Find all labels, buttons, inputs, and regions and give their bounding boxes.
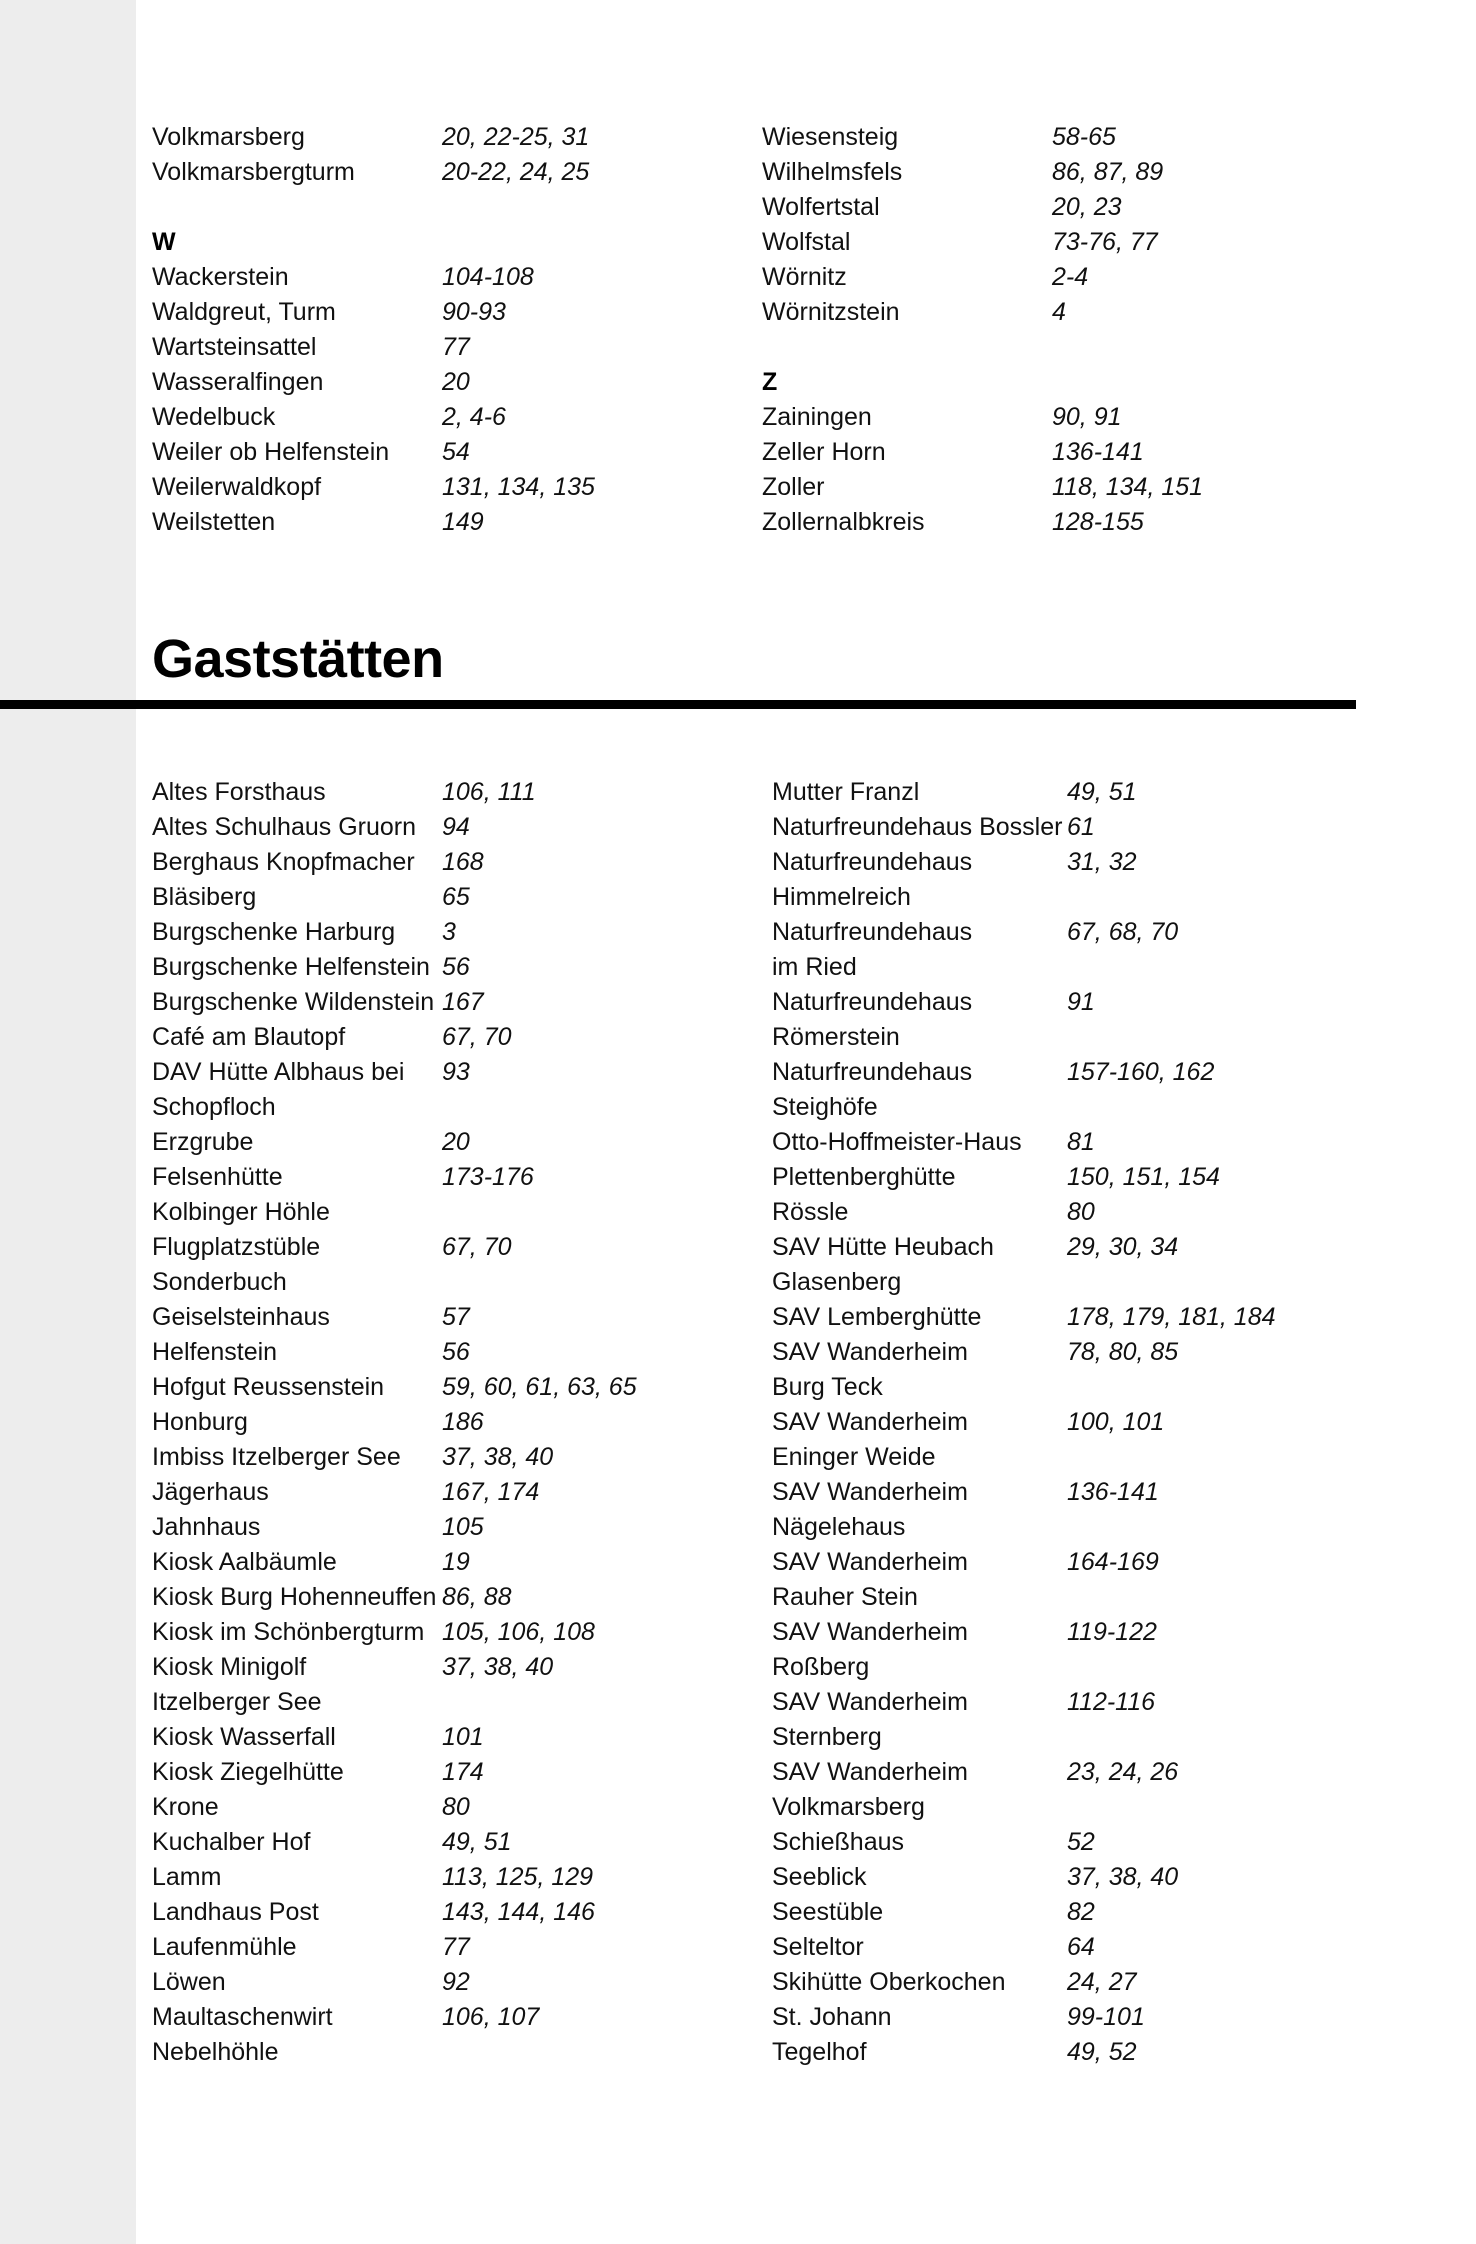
- gaststaetten-entry: [152, 1930, 772, 1965]
- index-entry-name: Zollernalbkreis: [762, 508, 925, 536]
- gaststaetten-entry-name: Nebelhöhle: [152, 2038, 279, 2066]
- gaststaetten-entry-name: Tegelhof: [772, 2038, 867, 2066]
- gaststaetten-entry-name: Naturfreundehaus: [772, 988, 973, 1016]
- gaststaetten-entry-name: Geiselsteinhaus: [152, 1303, 330, 1331]
- gaststaetten-entry-name: Naturfreundehaus: [772, 848, 973, 876]
- gaststaetten-entry-name: Roßberg: [772, 1653, 870, 1681]
- gaststaetten-entry-pages: 186: [442, 1408, 484, 1436]
- gaststaetten-entry-pages: 168: [442, 848, 484, 876]
- index-entry-name: Zoller: [762, 473, 825, 501]
- index-group-spacer: [762, 330, 1372, 365]
- gaststaetten-column-right: [772, 775, 1392, 2070]
- index-entry-pages: 20-22, 24, 25: [442, 158, 590, 186]
- gaststaetten-entry-name: Café am Blautopf: [152, 1023, 346, 1051]
- gaststaetten-entry-name: Landhaus Post: [152, 1898, 319, 1926]
- gaststaetten-entry-pages: 59, 60, 61, 63, 65: [442, 1373, 637, 1401]
- gaststaetten-entry-pages: 49, 51: [1067, 778, 1137, 806]
- gaststaetten-entry-pages: 173-176: [442, 1163, 534, 1191]
- gaststaetten-entry: [152, 845, 772, 880]
- index-entry: [762, 120, 1372, 155]
- index-entry-pages: 149: [442, 508, 484, 536]
- index-entry-name: Wörnitz: [762, 263, 847, 291]
- gaststaetten-entry-name: Bläsiberg: [152, 883, 257, 911]
- gaststaetten-entry-name: Römerstein: [772, 1023, 900, 1051]
- index-column-right: [762, 120, 1372, 540]
- gaststaetten-entry-name: Lamm: [152, 1863, 222, 1891]
- gaststaetten-entry-name: Plettenberghütte: [772, 1163, 956, 1191]
- gaststaetten-entry-name: Selteltor: [772, 1933, 864, 1961]
- gaststaetten-entry: [152, 1300, 772, 1335]
- index-group-spacer: [152, 190, 762, 225]
- gaststaetten-entry: [772, 845, 1392, 880]
- index-entry-pages: 58-65: [1052, 123, 1116, 151]
- gaststaetten-entry-name: SAV Wanderheim: [772, 1338, 968, 1366]
- gaststaetten-entry-pages: 99-101: [1067, 2003, 1145, 2031]
- section-divider-rule: [0, 700, 1356, 709]
- gaststaetten-entry: [772, 1860, 1392, 1895]
- index-entry-pages: 86, 87, 89: [1052, 158, 1164, 186]
- gaststaetten-entry: [772, 1230, 1392, 1265]
- gaststaetten-entry-name: St. Johann: [772, 2003, 892, 2031]
- gaststaetten-entry-name: Erzgrube: [152, 1128, 254, 1156]
- gaststaetten-entry: [152, 1370, 772, 1405]
- gaststaetten-entry: [772, 1755, 1392, 1790]
- gaststaetten-entry-name: Rauher Stein: [772, 1583, 918, 1611]
- gaststaetten-entry: [772, 1405, 1392, 1440]
- gaststaetten-entry-name: Berghaus Knopfmacher: [152, 848, 415, 876]
- index-entry: [152, 400, 762, 435]
- gaststaetten-entry-pages: 106, 111: [442, 778, 536, 806]
- gaststaetten-entry: [772, 1370, 1392, 1405]
- gaststaetten-entry-pages: 106, 107: [442, 2003, 540, 2031]
- gaststaetten-entry-name: SAV Wanderheim: [772, 1478, 968, 1506]
- index-entry: [762, 225, 1372, 260]
- index-entry: [762, 505, 1372, 540]
- gaststaetten-entry: [772, 1195, 1392, 1230]
- gaststaetten-entry: [772, 1720, 1392, 1755]
- gaststaetten-entry-name: Otto-Hoffmeister-Haus: [772, 1128, 1022, 1156]
- index-entry-pages: 54: [442, 438, 470, 466]
- gaststaetten-entry: [152, 1650, 772, 1685]
- gaststaetten-entry-name: Naturfreundehaus: [772, 1058, 973, 1086]
- index-entry-name: Wartsteinsattel: [152, 333, 317, 361]
- gaststaetten-entry-pages: 92: [442, 1968, 470, 1996]
- gaststaetten-entry: [152, 985, 772, 1020]
- gaststaetten-entry: [152, 1825, 772, 1860]
- gaststaetten-entry-name: Mutter Franzl: [772, 778, 920, 806]
- gaststaetten-entry-pages: 119-122: [1067, 1618, 1157, 1646]
- gaststaetten-entry-name: Eninger Weide: [772, 1443, 936, 1471]
- index-entry-name: Zainingen: [762, 403, 872, 431]
- gaststaetten-entry: [772, 1650, 1392, 1685]
- index-entry-pages: 128-155: [1052, 508, 1144, 536]
- index-entry-name: Zeller Horn: [762, 438, 886, 466]
- gaststaetten-entry: [152, 1125, 772, 1160]
- index-entry-name: Waldgreut, Turm: [152, 298, 336, 326]
- gaststaetten-entry: [152, 1265, 772, 1300]
- gaststaetten-entry-pages: 67, 70: [442, 1233, 512, 1261]
- gaststaetten-entry: [152, 880, 772, 915]
- gaststaetten-entry-name: Sternberg: [772, 1723, 882, 1751]
- index-entry: [152, 155, 762, 190]
- gaststaetten-entry-name: DAV Hütte Albhaus bei: [152, 1058, 405, 1086]
- gaststaetten-entry-name: Glasenberg: [772, 1268, 902, 1296]
- gaststaetten-entry-pages: 91: [1067, 988, 1095, 1016]
- gaststaetten-entry-name: Hofgut Reussenstein: [152, 1373, 385, 1401]
- index-entry: [152, 120, 762, 155]
- gaststaetten-entry-pages: 164-169: [1067, 1548, 1159, 1576]
- index-entry-pages: 90-93: [442, 298, 506, 326]
- gaststaetten-entry: [772, 1125, 1392, 1160]
- gaststaetten-entry-name: Helfenstein: [152, 1338, 278, 1366]
- gaststaetten-entry-name: Kuchalber Hof: [152, 1828, 311, 1856]
- gaststaetten-entry-name: Krone: [152, 1793, 219, 1821]
- gaststaetten-entry: [152, 1545, 772, 1580]
- index-entry-name: Weilstetten: [152, 508, 276, 536]
- gaststaetten-entry-name: Seestüble: [772, 1898, 884, 1926]
- gaststaetten-entry-pages: 67, 70: [442, 1023, 512, 1051]
- gaststaetten-entry-pages: 112-116: [1067, 1688, 1156, 1716]
- index-entry-name: Wasseralfingen: [152, 368, 324, 396]
- gaststaetten-entry-name: Kiosk Ziegelhütte: [152, 1758, 344, 1786]
- gaststaetten-entry: [772, 1930, 1392, 1965]
- gaststaetten-entry-pages: 82: [1067, 1898, 1095, 1926]
- gaststaetten-entry-pages: 105, 106, 108: [442, 1618, 595, 1646]
- gaststaetten-entry: [772, 1895, 1392, 1930]
- gaststaetten-entry: [152, 1055, 772, 1090]
- gaststaetten-entry-name: SAV Wanderheim: [772, 1548, 968, 1576]
- gaststaetten-entry: [152, 1475, 772, 1510]
- gaststaetten-entry: [772, 1090, 1392, 1125]
- gaststaetten-entry-pages: 37, 38, 40: [1067, 1863, 1179, 1891]
- index-entry-name: Wolfstal: [762, 228, 851, 256]
- gaststaetten-entry-pages: 23, 24, 26: [1067, 1758, 1179, 1786]
- index-entry: [152, 295, 762, 330]
- gaststaetten-entry-pages: 3: [442, 918, 456, 946]
- gaststaetten-entry: [152, 1195, 772, 1230]
- index-entry-name: Weilerwaldkopf: [152, 473, 322, 501]
- gaststaetten-entry-name: SAV Wanderheim: [772, 1618, 968, 1646]
- gaststaetten-entry-pages: 81: [1067, 1128, 1095, 1156]
- gaststaetten-entry-name: Naturfreundehaus: [772, 918, 973, 946]
- gaststaetten-entry: [152, 1090, 772, 1125]
- index-entry-name: Volkmarsberg: [152, 123, 305, 151]
- index-continued-block: [152, 120, 1392, 540]
- gaststaetten-entry: [772, 950, 1392, 985]
- gaststaetten-entry: [772, 1685, 1392, 1720]
- index-column-left: [152, 120, 762, 540]
- gaststaetten-entry-name: Felsenhütte: [152, 1163, 283, 1191]
- gaststaetten-entry-name: Honburg: [152, 1408, 248, 1436]
- gaststaetten-entry-pages: 178, 179, 181, 184: [1067, 1303, 1276, 1331]
- gaststaetten-entry: [772, 1510, 1392, 1545]
- gaststaetten-entry: [772, 1300, 1392, 1335]
- gaststaetten-entry-pages: 113, 125, 129: [442, 1863, 594, 1891]
- gaststaetten-entry: [152, 1685, 772, 1720]
- gaststaetten-entry-name: Sonderbuch: [152, 1268, 287, 1296]
- index-entry: [762, 470, 1372, 505]
- index-letter-heading-z: Z: [762, 368, 778, 396]
- gaststaetten-entry-pages: 77: [442, 1933, 470, 1961]
- gaststaetten-entry-pages: 101: [442, 1723, 484, 1751]
- gaststaetten-entry-pages: 136-141: [1067, 1478, 1159, 1506]
- gaststaetten-entry: [152, 775, 772, 810]
- index-entry-pages: 20: [442, 368, 470, 396]
- index-entry: [762, 260, 1372, 295]
- gaststaetten-entry: [772, 1160, 1392, 1195]
- gaststaetten-entry: [772, 810, 1392, 845]
- gaststaetten-entry: [152, 1720, 772, 1755]
- gaststaetten-entry-name: im Ried: [772, 953, 857, 981]
- gaststaetten-entry-pages: 143, 144, 146: [442, 1898, 595, 1926]
- gaststaetten-entry-pages: 56: [442, 1338, 470, 1366]
- gaststaetten-entry: [152, 1230, 772, 1265]
- gaststaetten-entry-name: Kiosk im Schönbergturm: [152, 1618, 425, 1646]
- gaststaetten-entry-pages: 49, 52: [1067, 2038, 1137, 2066]
- index-entry: [152, 505, 762, 540]
- gaststaetten-entry: [152, 1405, 772, 1440]
- index-entry-name: Wolfertstal: [762, 193, 880, 221]
- gaststaetten-entry-name: SAV Wanderheim: [772, 1408, 968, 1436]
- gaststaetten-entry: [152, 1895, 772, 1930]
- index-entry-pages: 136-141: [1052, 438, 1144, 466]
- gaststaetten-entry-pages: 93: [442, 1058, 470, 1086]
- gaststaetten-entry: [152, 1020, 772, 1055]
- index-entry-name: Wackerstein: [152, 263, 289, 291]
- gaststaetten-entry-pages: 37, 38, 40: [442, 1443, 554, 1471]
- index-entry-pages: 73-76, 77: [1052, 228, 1158, 256]
- index-entry: [152, 365, 762, 400]
- gaststaetten-entry-pages: 100, 101: [1067, 1408, 1165, 1436]
- gaststaetten-entry-pages: 86, 88: [442, 1583, 512, 1611]
- gaststaetten-entry-name: Schopfloch: [152, 1093, 276, 1121]
- index-entry-pages: 20, 23: [1052, 193, 1122, 221]
- gaststaetten-entry-name: Jahnhaus: [152, 1513, 261, 1541]
- gaststaetten-entry-pages: 150, 151, 154: [1067, 1163, 1220, 1191]
- gaststaetten-entry-name: Maultaschenwirt: [152, 2003, 333, 2031]
- index-entry-pages: 2, 4-6: [442, 403, 506, 431]
- gaststaetten-entry: [152, 1615, 772, 1650]
- gaststaetten-entry: [772, 880, 1392, 915]
- gaststaetten-entry-pages: 56: [442, 953, 470, 981]
- gaststaetten-entry: [772, 1580, 1392, 1615]
- index-entry-name: Wörnitzstein: [762, 298, 900, 326]
- gaststaetten-entry-name: Kiosk Wasserfall: [152, 1723, 336, 1751]
- gaststaetten-entry-pages: 157-160, 162: [1067, 1058, 1215, 1086]
- gaststaetten-entry-pages: 52: [1067, 1828, 1095, 1856]
- gaststaetten-entry: [152, 1510, 772, 1545]
- gaststaetten-entry-name: Schießhaus: [772, 1828, 905, 1856]
- gaststaetten-entry: [152, 1790, 772, 1825]
- gaststaetten-entry-pages: 167, 174: [442, 1478, 540, 1506]
- gaststaetten-entry-name: Altes Schulhaus Gruorn: [152, 813, 417, 841]
- index-entry: [152, 435, 762, 470]
- gaststaetten-entry: [772, 985, 1392, 1020]
- gaststaetten-entry: [772, 1545, 1392, 1580]
- index-entry: [152, 330, 762, 365]
- gaststaetten-entry-pages: 61: [1067, 813, 1095, 841]
- gaststaetten-entry-pages: 19: [442, 1548, 470, 1576]
- gaststaetten-entry: [152, 1860, 772, 1895]
- index-entry-pages: 90, 91: [1052, 403, 1122, 431]
- gaststaetten-entry-pages: 80: [1067, 1198, 1095, 1226]
- gaststaetten-entry: [152, 1580, 772, 1615]
- gaststaetten-block: [152, 775, 1442, 2070]
- gaststaetten-entry-pages: 29, 30, 34: [1067, 1233, 1179, 1261]
- gaststaetten-entry: [772, 1440, 1392, 1475]
- gaststaetten-entry-name: Burgschenke Wildenstein: [152, 988, 435, 1016]
- gaststaetten-entry-name: Laufenmühle: [152, 1933, 297, 1961]
- gaststaetten-entry-name: Jägerhaus: [152, 1478, 269, 1506]
- index-entry: [762, 155, 1372, 190]
- gaststaetten-entry-pages: 78, 80, 85: [1067, 1338, 1179, 1366]
- gaststaetten-entry-pages: 67, 68, 70: [1067, 918, 1179, 946]
- gaststaetten-entry-name: Kiosk Minigolf: [152, 1653, 307, 1681]
- gaststaetten-entry: [772, 1475, 1392, 1510]
- gaststaetten-entry-pages: 65: [442, 883, 470, 911]
- gaststaetten-entry: [772, 1020, 1392, 1055]
- gaststaetten-entry-name: Nägelehaus: [772, 1513, 906, 1541]
- gaststaetten-entry-name: SAV Wanderheim: [772, 1688, 968, 1716]
- gaststaetten-entry: [152, 915, 772, 950]
- gaststaetten-entry: [152, 1965, 772, 2000]
- gaststaetten-entry: [152, 810, 772, 845]
- gaststaetten-entry-name: Rössle: [772, 1198, 849, 1226]
- index-entry-pages: 118, 134, 151: [1052, 473, 1204, 501]
- gaststaetten-entry-name: Burg Teck: [772, 1373, 883, 1401]
- gaststaetten-entry-pages: 80: [442, 1793, 470, 1821]
- index-entry: [762, 295, 1372, 330]
- gaststaetten-entry-pages: 57: [442, 1303, 470, 1331]
- gaststaetten-entry-name: Imbiss Itzelberger See: [152, 1443, 401, 1471]
- section-heading-wrap: [152, 628, 1392, 690]
- gaststaetten-entry-name: SAV Lemberghütte: [772, 1303, 982, 1331]
- gaststaetten-entry-name: Volkmarsberg: [772, 1793, 925, 1821]
- gaststaetten-entry: [772, 1055, 1392, 1090]
- gaststaetten-entry-name: Itzelberger See: [152, 1688, 322, 1716]
- gaststaetten-entry-name: Steighöfe: [772, 1093, 878, 1121]
- index-entry-pages: 131, 134, 135: [442, 473, 595, 501]
- index-entry: [152, 260, 762, 295]
- gaststaetten-entry: [772, 1335, 1392, 1370]
- gaststaetten-entry-name: Skihütte Oberkochen: [772, 1968, 1006, 1996]
- gaststaetten-entry-pages: 64: [1067, 1933, 1095, 1961]
- gaststaetten-entry: [152, 1160, 772, 1195]
- index-entry-name: Weiler ob Helfenstein: [152, 438, 390, 466]
- gaststaetten-entry-name: Naturfreundehaus Bossler: [772, 813, 1063, 841]
- index-entry-pages: 20, 22-25, 31: [442, 123, 590, 151]
- gaststaetten-entry-name: Flugplatzstüble: [152, 1233, 321, 1261]
- gaststaetten-entry: [152, 2000, 772, 2035]
- index-entry-pages: 104-108: [442, 263, 534, 291]
- index-entry: [762, 435, 1372, 470]
- gaststaetten-entry-name: Löwen: [152, 1968, 226, 1996]
- gaststaetten-entry-name: Altes Forsthaus: [152, 778, 326, 806]
- index-entry-name: Wedelbuck: [152, 403, 276, 431]
- gaststaetten-entry-name: Himmelreich: [772, 883, 911, 911]
- gaststaetten-entry-pages: 167: [442, 988, 484, 1016]
- gaststaetten-entry-pages: 31, 32: [1067, 848, 1137, 876]
- gaststaetten-entry: [772, 2000, 1392, 2035]
- gaststaetten-entry-name: SAV Hütte Heubach: [772, 1233, 994, 1261]
- gaststaetten-entry-pages: 20: [442, 1128, 470, 1156]
- gaststaetten-entry: [152, 950, 772, 985]
- gaststaetten-entry-name: Kolbinger Höhle: [152, 1198, 330, 1226]
- index-letter-heading-w: W: [152, 228, 176, 256]
- index-entry-name: Wiesensteig: [762, 123, 899, 151]
- gaststaetten-entry-pages: 105: [442, 1513, 484, 1541]
- gaststaetten-entry-pages: 94: [442, 813, 470, 841]
- index-entry: [762, 400, 1372, 435]
- gaststaetten-entry-name: Burgschenke Helfenstein: [152, 953, 430, 981]
- gaststaetten-entry: [772, 2035, 1392, 2070]
- gaststaetten-entry: [772, 1265, 1392, 1300]
- gaststaetten-entry: [152, 2035, 772, 2070]
- gaststaetten-entry: [772, 1615, 1392, 1650]
- gaststaetten-column-left: [152, 775, 772, 2070]
- gaststaetten-entry-pages: 174: [442, 1758, 484, 1786]
- gaststaetten-entry-name: Burgschenke Harburg: [152, 918, 396, 946]
- gaststaetten-entry: [152, 1440, 772, 1475]
- gaststaetten-entry-pages: 49, 51: [442, 1828, 512, 1856]
- gaststaetten-entry: [772, 1790, 1392, 1825]
- gaststaetten-entry: [772, 1825, 1392, 1860]
- gaststaetten-entry: [152, 1755, 772, 1790]
- gaststaetten-entry-name: Kiosk Burg Hohenneuffen: [152, 1583, 437, 1611]
- gaststaetten-entry: [772, 1965, 1392, 2000]
- index-entry: [762, 190, 1372, 225]
- gaststaetten-entry: [772, 915, 1392, 950]
- index-entry-name: Volkmarsbergturm: [152, 158, 355, 186]
- gaststaetten-entry: [152, 1335, 772, 1370]
- gaststaetten-entry-pages: 37, 38, 40: [442, 1653, 554, 1681]
- index-entry-pages: 2-4: [1052, 263, 1089, 291]
- gaststaetten-entry: [772, 775, 1392, 810]
- gaststaetten-entry-name: Kiosk Aalbäumle: [152, 1548, 337, 1576]
- index-entry: [152, 470, 762, 505]
- gaststaetten-entry-name: SAV Wanderheim: [772, 1758, 968, 1786]
- index-entry-pages: 4: [1052, 298, 1066, 326]
- gaststaetten-entry-name: Seeblick: [772, 1863, 867, 1891]
- index-entry-pages: 77: [442, 333, 470, 361]
- page-title: Gaststätten: [152, 629, 444, 689]
- index-entry-name: Wilhelmsfels: [762, 158, 903, 186]
- gaststaetten-entry-pages: 24, 27: [1067, 1968, 1137, 1996]
